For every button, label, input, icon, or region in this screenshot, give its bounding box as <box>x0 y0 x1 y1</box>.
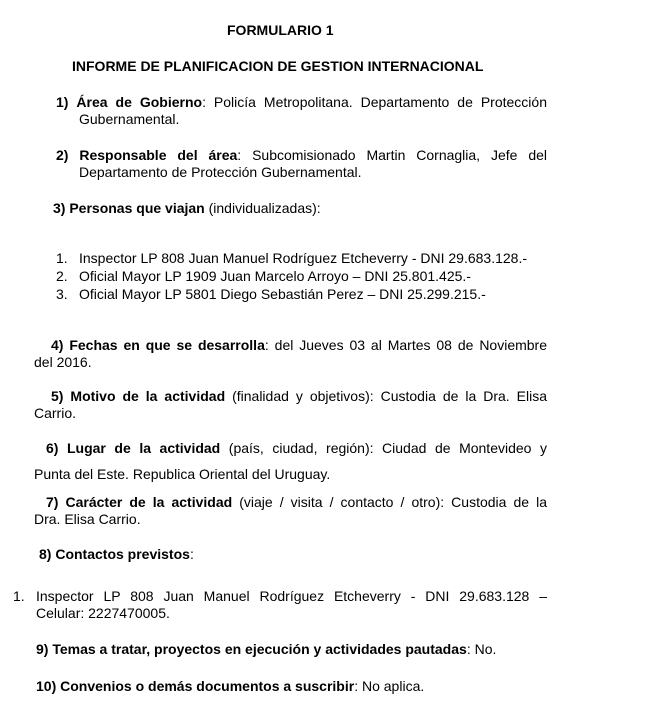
section-2-text: Subcomisionado Martin Cornaglia, Jefe del <box>241 147 547 163</box>
section-5-line1: 5) Motivo de la actividad (finalidad y objetivos): Custodia de la Dra. Elisa <box>51 388 547 404</box>
section-1-line1: 1) Área de Gobierno: Policía Metropolitana. Departamento de Protección <box>56 94 547 110</box>
traveler-1: Inspector LP 808 Juan Manuel Rodríguez Etcheverry - DNI 29.683.128.- <box>79 250 527 266</box>
section-10-label: 10) Convenios o demás documentos a suscribir <box>36 678 355 694</box>
section-4-line1: 4) Fechas en que se desarrolla: del Jueves 03 al Martes 08 de Noviembre <box>51 337 548 353</box>
section-4-line2: del 2016. <box>34 354 92 370</box>
section-7-line2: Dra. Elisa Carrio. <box>34 511 141 527</box>
section-9: 9) Temas a tratar, proyectos en ejecución y actividades pautadas: No. <box>36 641 497 657</box>
section-3-label: 3) Personas que viajan <box>53 200 205 216</box>
section-2-label: 2) Responsable del área <box>56 147 238 163</box>
section-5-label: 5) Motivo de la actividad <box>51 388 226 404</box>
list-item: 3. <box>56 286 68 302</box>
section-10: 10) Convenios o demás documentos a suscribir: No aplica. <box>36 678 425 694</box>
section-8-label: 8) Contactos previstos <box>39 546 190 562</box>
section-2-line1: 2) Responsable del área: Subcomisionado Martin Cornaglia, Jefe del <box>56 147 547 163</box>
section-3-heading: 3) Personas que viajan (individualizadas): <box>53 200 321 216</box>
section-6-line1: 6) Lugar de la actividad (país, ciudad, región): Ciudad de Montevideo y <box>46 440 547 456</box>
form-number: FORMULARIO 1 <box>227 22 334 38</box>
section-9-label: 9) Temas a tratar, proyectos en ejecución y actividades pautadas <box>36 641 467 657</box>
traveler-2: Oficial Mayor LP 1909 Juan Marcelo Arroyo – DNI 25.801.425.- <box>79 268 471 284</box>
contact-1-line1: Inspector LP 808 Juan Manuel Rodríguez Etcheverry - DNI 29.683.128 – <box>36 588 547 604</box>
section-1-text: Policía Metropolitana. Departamento de Protección <box>205 94 547 110</box>
section-6-line2: Punta del Este. Republica Oriental del Uruguay. <box>34 466 331 482</box>
contact-1-line2: Celular: 2227470005. <box>36 605 170 621</box>
section-4-label: 4) Fechas en que se desarrolla <box>51 337 265 353</box>
list-item: 2. <box>56 268 68 284</box>
section-1-label: 1) Área de Gobierno <box>56 94 203 110</box>
section-8-heading: 8) Contactos previstos: <box>39 546 194 562</box>
list-item: 1. <box>56 250 68 266</box>
section-6-label: 6) Lugar de la actividad <box>46 440 221 456</box>
section-5-line2: Carrio. <box>34 405 77 421</box>
section-1-line2: Gubernamental. <box>79 111 180 127</box>
traveler-3: Oficial Mayor LP 5801 Diego Sebastián Perez – DNI 25.299.215.- <box>79 286 486 302</box>
section-7-label: 7) Carácter de la actividad <box>46 494 233 510</box>
report-title: INFORME DE PLANIFICACION DE GESTION INTERNACIONAL <box>72 58 484 74</box>
section-2-line2: Departamento de Protección Gubernamental. <box>79 164 362 180</box>
section-7-line1: 7) Carácter de la actividad (viaje / visita / contacto / otro): Custodia de la <box>46 494 547 510</box>
list-item: 1. <box>13 588 25 604</box>
